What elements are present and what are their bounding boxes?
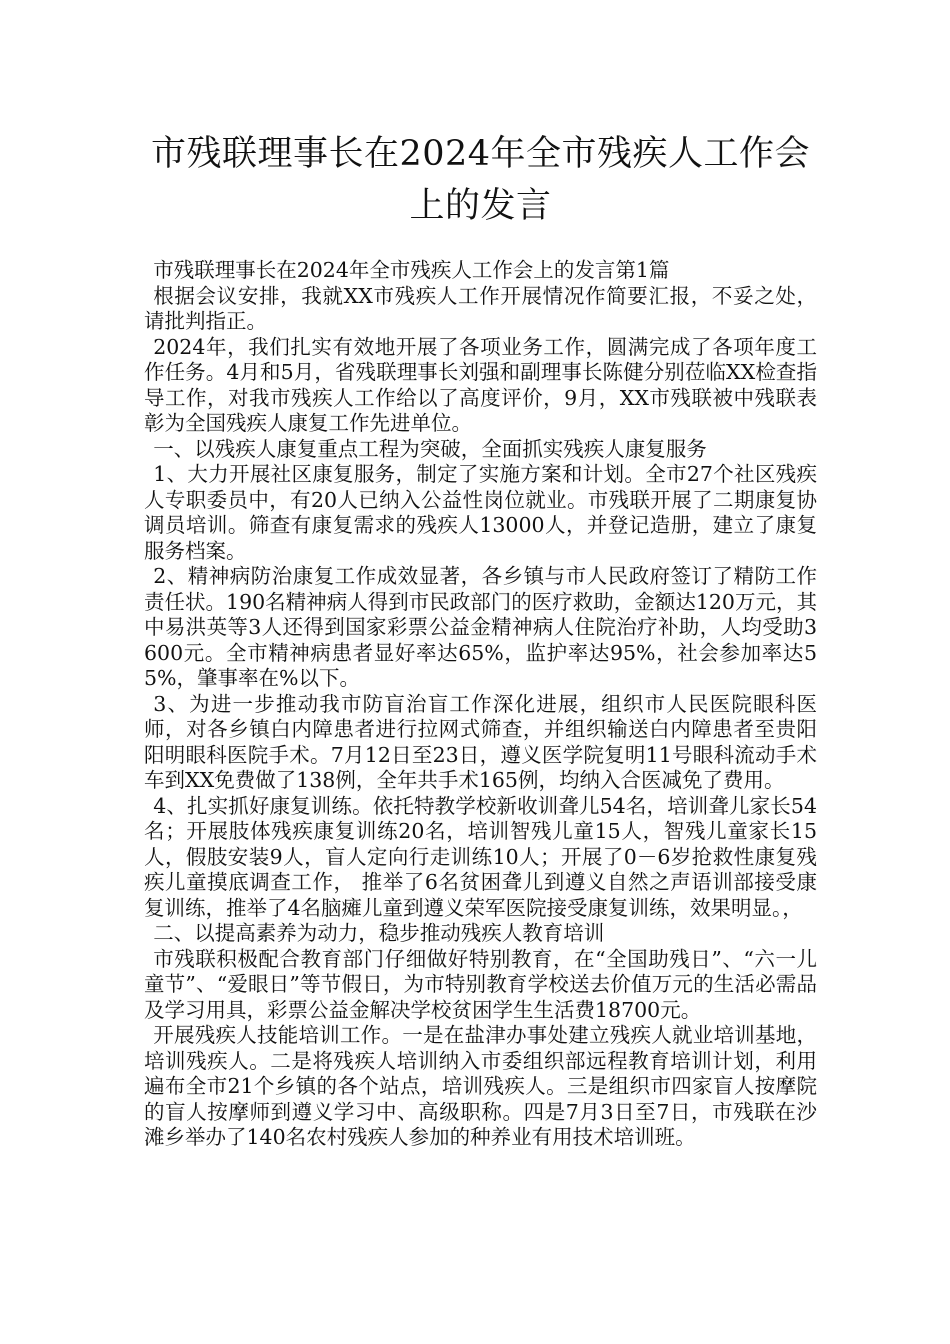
document-title: 市残联理事长在2024年全市残疾人工作会上的发言	[150, 134, 811, 226]
document-body	[144, 258, 817, 1151]
paragraph-item-2: 2、精神病防治康复工作成效显著，各乡镇与市人民政府签订了精防工作责任状。190名精神病人得到市民政部门的医疗救助，金额达120万元，其中易洪英等3人还得到国家彩票公益金精神病人住院治疗补助，人均受助3600元。全市精神病患者显好率达65%，监护率达95%，社会参加率达55%，肇事率在%以下。	[144, 564, 817, 690]
paragraph-training: 开展残疾人技能培训工作。一是在盐津办事处建立残疾人就业培训基地，培训残疾人。二是将残疾人培训纳入市委组织部远程教育培训计划，利用遍布全市21个乡镇的各个站点，培训残疾人。三是组织市四家盲人按摩院的盲人按摩师到遵义学习中、高级职称。四是7月3日至7日，市残联在沙滩乡举办了140名农村残疾人参加的种养业有用技术培训班。	[144, 1023, 817, 1149]
section-heading-education: 二、以提高素养为动力，稳步推动残疾人教育培训	[153, 921, 605, 945]
paragraph-intro: 根据会议安排，我就XX市残疾人工作开展情况作简要汇报，不妥之处，请批判指正。	[144, 283, 817, 333]
paragraph-item-4: 4、扎实抓好康复训练。依托特教学校新收训聋儿54名，培训聋儿家长54名；开展肢体残疾康复训练20名，培训智残儿童15人，智残儿童家长15人，假肢安装9人，盲人定向行走训练10人；开展了0－6岁抢救性康复残疾儿童摸底调查工作， 推举了6名贫困聋儿到遵义自然之声语训部接受康复训练，推举了4名脑瘫儿童到遵义荣军医院接受康复训练，效果明显。，	[144, 793, 817, 920]
paragraph-education: 市残联积极配合教育部门仔细做好特别教育，在“全国助残日”、“六一儿童节”、“爱眼日”等节假日，为市特别教育学校送去价值万元的生活必需品及学习用具，彩票公益金解决学校贫困学生生活费18700元。	[144, 946, 817, 1022]
paragraph-overview: 2024年，我们扎实有效地开展了各项业务工作，圆满完成了各项年度工作任务。4月和5月，省残联理事长刘强和副理事长陈健分别莅临XX检查指导工作，对我市残疾人工作给以了高度评价，9月，XX市残联被中残联表彰为全国残疾人康复工作先进单位。	[144, 334, 817, 435]
paragraph-subtitle: 市残联理事长在2024年全市残疾人工作会上的发言第1篇	[153, 258, 670, 282]
paragraph-item-1: 1、大力开展社区康复服务，制定了实施方案和计划。全市27个社区残疾人专职委员中，有20人已纳入公益性岗位就业。市残联开展了二期康复协调员培训。筛查有康复需求的残疾人13000人，并登记造册，建立了康复服务档案。	[144, 462, 817, 563]
paragraph-item-3: 3、为进一步推动我市防盲治盲工作深化进展，组织市人民医院眼科医师，对各乡镇白内障患者进行拉网式筛查，并组织输送白内障患者至贵阳阳明眼科医院手术。7月12日至23日，遵义医学院复明11号眼科流动手术车到XX免费做了138例，全年共手术165例，均纳入合医减免了费用。	[144, 691, 817, 792]
section-heading-rehabilitation: 一、以残疾人康复重点工程为突破，全面抓实残疾人康复服务	[153, 436, 707, 461]
